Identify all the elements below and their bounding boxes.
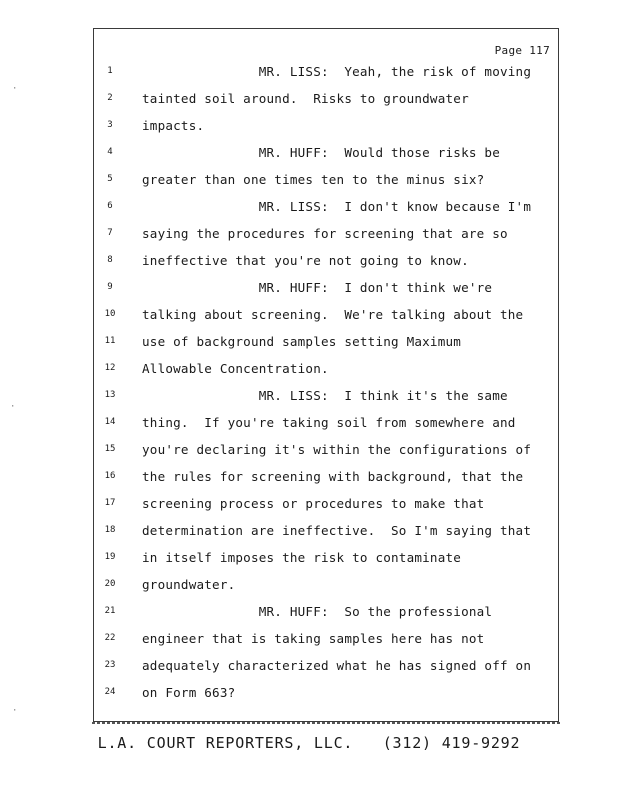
line-text: saying the procedures for screening that are so [142,226,508,241]
line-number: 10 [104,309,116,319]
transcript-line [0,145,618,161]
line-number: 13 [104,390,116,400]
transcript-line [0,604,618,620]
line-text: you're declaring it's within the configurations of [142,442,532,457]
line-number: 17 [104,498,116,508]
line-number: 20 [104,579,116,589]
line-text: adequately characterized what he has signed off on [142,658,532,673]
line-text: screening process or procedures to make that [142,496,485,511]
transcript-line [0,280,618,296]
line-text: impacts. [142,118,205,133]
line-number: 11 [104,336,116,346]
line-number: 22 [104,633,116,643]
transcript-line [0,361,618,377]
transcript-line [0,334,618,350]
transcript-line [0,577,618,593]
transcript-line [0,226,618,242]
line-text: the rules for screening with background, that the [142,469,524,484]
line-number: 21 [104,606,116,616]
line-text: determination are ineffective. So I'm saying that [142,523,532,538]
transcript-line [0,658,618,674]
line-text: MR. HUFF: I don't think we're [142,280,493,295]
transcript-line [0,496,618,512]
line-number: 8 [107,255,113,265]
line-text: groundwater. [142,577,236,592]
line-text: greater than one times ten to the minus six? [142,172,485,187]
transcript-line [0,91,618,107]
line-text: Allowable Concentration. [142,361,329,376]
line-text: tainted soil around. Risks to groundwater [142,91,469,106]
transcript-line [0,118,618,134]
line-text: on Form 663? [142,685,236,700]
line-text: thing. If you're taking soil from somewhere and [142,415,516,430]
line-number: 7 [107,228,113,238]
line-number: 6 [107,201,113,211]
line-text: MR. HUFF: So the professional [142,604,493,619]
transcript-line [0,415,618,431]
transcript-line [0,550,618,566]
line-text: ineffective that you're not going to know. [142,253,469,268]
line-number: 12 [104,363,116,373]
line-text: MR. LISS: Yeah, the risk of moving [142,64,532,79]
line-text: in itself imposes the risk to contaminate [142,550,462,565]
scan-speck: · [12,706,18,716]
line-number: 1 [107,66,113,76]
scan-speck: · [12,84,18,94]
line-text: use of background samples setting Maximum [142,334,462,349]
footer-reporter-info: L.A. COURT REPORTERS, LLC. (312) 419-9292 [97,734,521,752]
transcript-line [0,172,618,188]
transcript-line [0,469,618,485]
transcript-line [0,685,618,701]
line-number: 15 [104,444,116,454]
transcript-line [0,442,618,458]
line-number: 14 [104,417,116,427]
line-number: 3 [107,120,113,130]
line-number: 9 [107,282,113,292]
line-number: 4 [107,147,113,157]
scan-speck: · [10,402,16,412]
transcript-line [0,307,618,323]
line-number: 2 [107,93,113,103]
transcript-line [0,199,618,215]
line-number: 18 [104,525,116,535]
line-text: MR. LISS: I think it's the same [142,388,508,403]
transcript-line [0,523,618,539]
page-number: Page 117 [494,44,550,57]
transcript-line [0,631,618,647]
line-number: 23 [104,660,116,670]
line-text: MR. LISS: I don't know because I'm [142,199,532,214]
line-number: 19 [104,552,116,562]
line-number: 16 [104,471,116,481]
line-text: MR. HUFF: Would those risks be [142,145,500,160]
line-number: 24 [104,687,116,697]
transcript-line [0,388,618,404]
line-text: engineer that is taking samples here has not [142,631,485,646]
line-text: talking about screening. We're talking about the [142,307,524,322]
transcript-line [0,253,618,269]
line-number: 5 [107,174,113,184]
transcript-line [0,64,618,80]
